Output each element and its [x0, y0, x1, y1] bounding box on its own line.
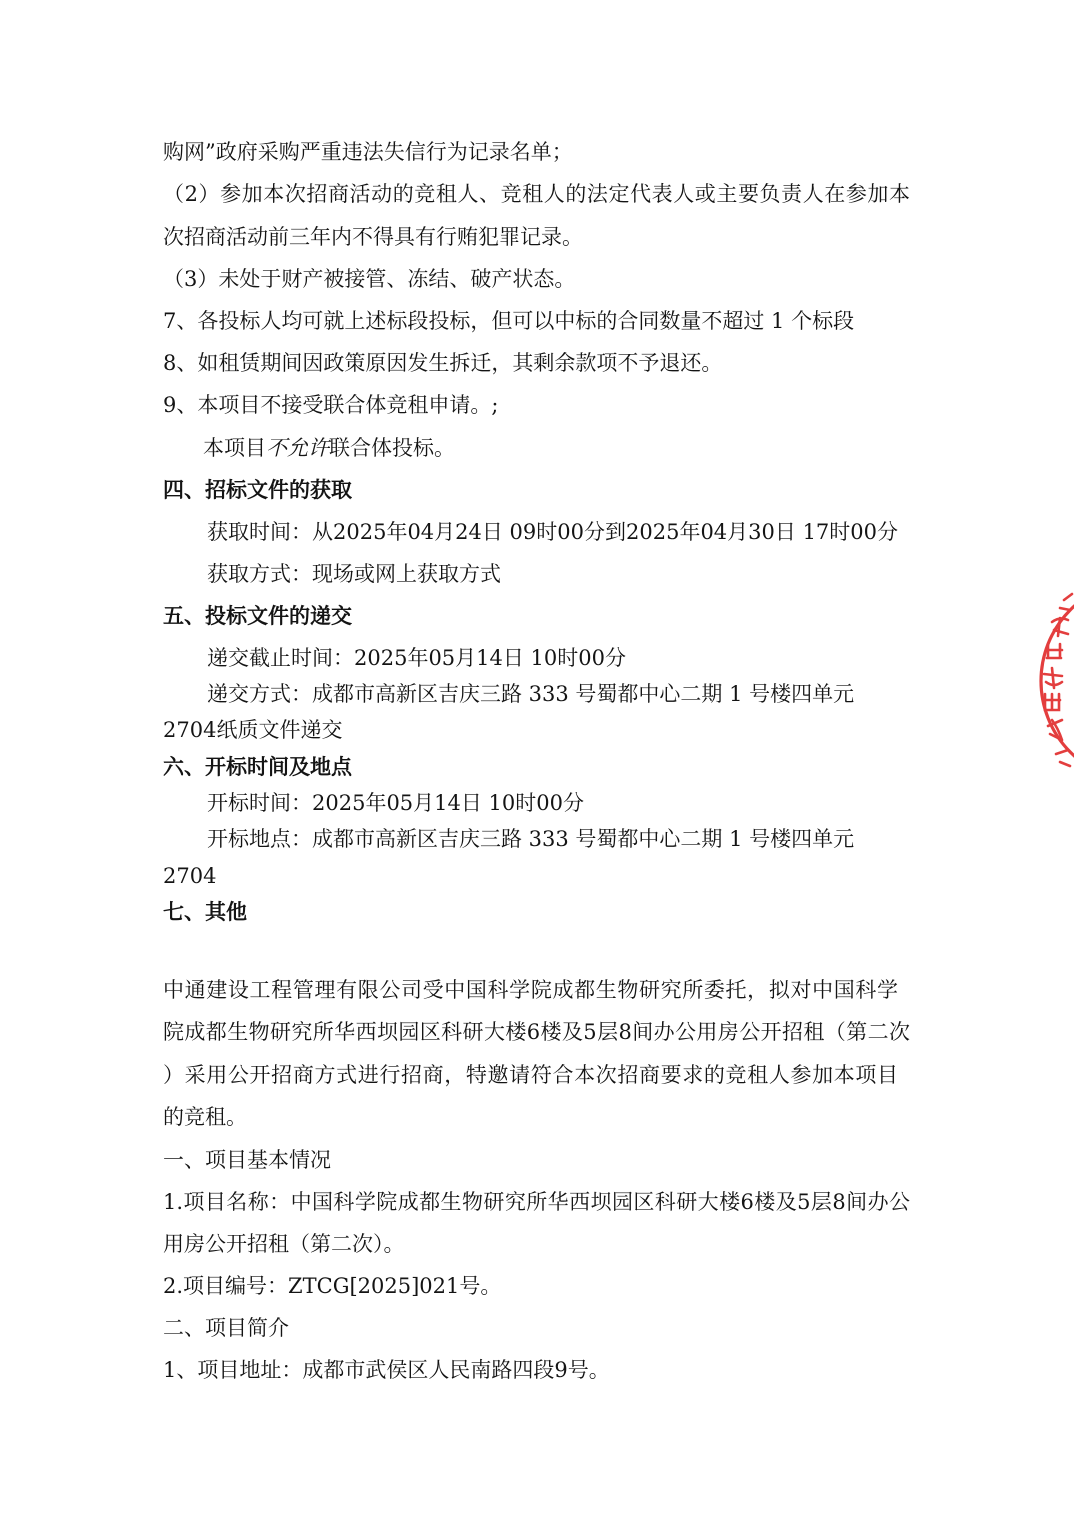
intro-line: ）采用公开招商方式进行招商，特邀请符合本次招商要求的竞租人参加本项目 — [163, 1063, 898, 1087]
section-4-heading: 四、招标文件的获取 — [163, 477, 352, 502]
submission-deadline: 递交截止时间：2025年05月14日 10时00分 — [207, 646, 627, 670]
project-basic-heading: 一、项目基本情况 — [163, 1148, 331, 1172]
consortium-note — [203, 436, 455, 460]
seal-graphic — [1030, 578, 1074, 784]
rule-8: 8、如租赁期间因政策原因发生拆迁，其剩余款项不予退还。 — [163, 351, 723, 375]
project-address: 1、项目地址：成都市武侯区人民南路四段9号。 — [163, 1358, 610, 1382]
document-obtain-method: 获取方式：现场或网上获取方式 — [207, 562, 501, 586]
rule-7: 7、各投标人均可就上述标段投标，但可以中标的合同数量不超过 1 个标段 — [163, 309, 855, 333]
intro-line: 中通建设工程管理有限公司受中国科学院成都生物研究所委托，拟对中国科学 — [163, 978, 898, 1002]
project-name-cont: 用房公开招租（第二次）。 — [163, 1232, 405, 1256]
qualification-item-2-cont: 次招商活动前三年内不得具有行贿犯罪记录。 — [163, 225, 583, 249]
intro-line: 的竞租。 — [163, 1105, 247, 1129]
intro-line: 院成都生物研究所华西坝园区科研大楼6楼及5层8间办公用房公开招租（第二次 — [163, 1020, 910, 1044]
submission-address-cont: 2704纸质文件递交 — [163, 718, 343, 742]
rule-9: 9、本项目不接受联合体竞租申请。; — [163, 393, 499, 417]
section-6-heading: 六、开标时间及地点 — [163, 754, 352, 779]
opening-time: 开标时间：2025年05月14日 10时00分 — [207, 791, 585, 815]
project-name: 1.项目名称：中国科学院成都生物研究所华西坝园区科研大楼6楼及5层8间办公 — [163, 1190, 910, 1214]
consortium-note-prefix: 本项目 — [203, 436, 266, 460]
consortium-note-suffix: 联合体投标。 — [329, 436, 455, 460]
qualification-item-2: （2）参加本次招商活动的竞租人、竞租人的法定代表人或主要负责人在参加本 — [163, 182, 910, 206]
consortium-note-emphasis: 不允许 — [266, 436, 329, 460]
submission-address: 递交方式：成都市高新区吉庆三路 333 号蜀都中心二期 1 号楼四单元 — [207, 682, 855, 706]
section-7-heading: 七、其他 — [163, 899, 247, 924]
document-obtain-time: 获取时间：从2025年04月24日 09时00分到2025年04月30日 17时00分 — [207, 520, 899, 544]
project-summary-heading: 二、项目简介 — [163, 1316, 289, 1340]
project-number: 2.项目编号：ZTCG[2025]021号。 — [163, 1274, 502, 1298]
qualification-item-3: （3）未处于财产被接管、冻结、破产状态。 — [163, 267, 576, 291]
official-seal — [1030, 578, 1074, 784]
opening-location-cont: 2704 — [163, 864, 217, 888]
opening-location: 开标地点：成都市高新区吉庆三路 333 号蜀都中心二期 1 号楼四单元 — [207, 827, 855, 851]
qualification-line: 购网”政府采购严重违法失信行为记录名单； — [163, 140, 573, 164]
section-5-heading: 五、投标文件的递交 — [163, 603, 352, 628]
